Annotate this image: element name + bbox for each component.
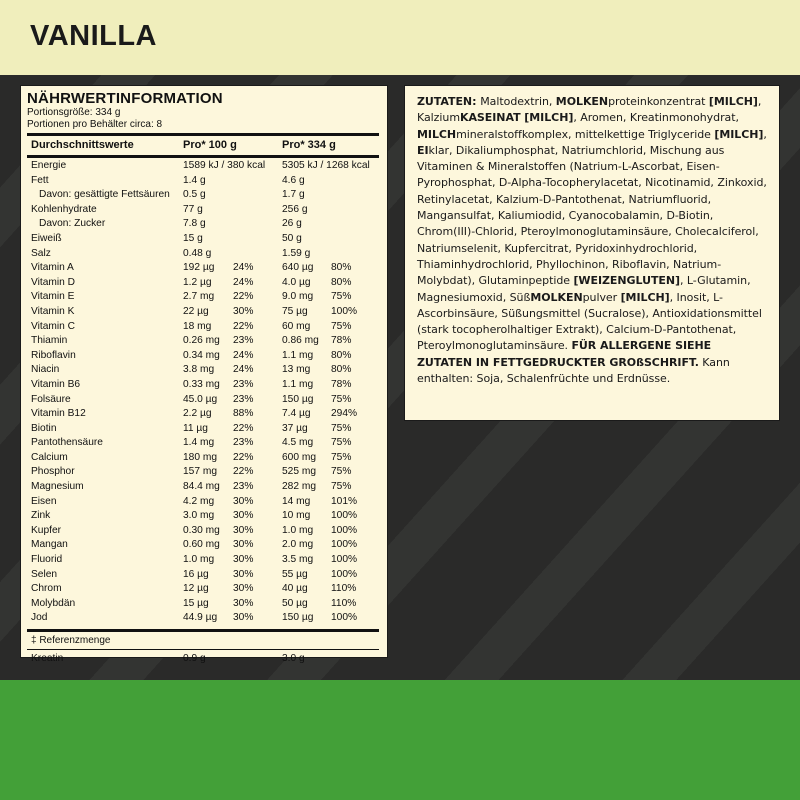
nutrient-row bbox=[27, 538, 379, 553]
value-per100: 0.30 mg bbox=[183, 524, 220, 536]
percent-per334: 101% bbox=[331, 495, 358, 507]
percent-per100: 22% bbox=[233, 451, 254, 463]
kreatin-per334: 3.0 g bbox=[282, 653, 305, 664]
value-per100: 1589 kJ / 380 kcal bbox=[183, 160, 266, 171]
nutrient-name: Vitamin A bbox=[31, 262, 74, 274]
nutrient-name: Vitamin D bbox=[31, 276, 75, 288]
value-per334: 4.5 mg bbox=[282, 437, 314, 449]
nutrient-row bbox=[27, 597, 379, 612]
percent-per334: 80% bbox=[331, 262, 352, 274]
nutrient-row bbox=[27, 174, 379, 189]
servings-per-container: Portionen pro Behälter circa: 8 bbox=[27, 119, 163, 130]
nutrient-name: Fluorid bbox=[31, 554, 63, 566]
percent-per334: 75% bbox=[331, 481, 352, 493]
percent-per334: 75% bbox=[331, 291, 352, 303]
ingredient-segment: mineralstoffkomplex, mittelkettige Triglyceride bbox=[456, 127, 715, 141]
value-per334: 26 g bbox=[282, 218, 302, 230]
value-per100: 1.2 µg bbox=[183, 276, 212, 288]
nutrient-row bbox=[27, 217, 379, 232]
value-per100: 2.7 mg bbox=[183, 291, 215, 303]
nutrient-row bbox=[27, 305, 379, 320]
ingredient-bold-segment: [MILCH] bbox=[708, 95, 758, 108]
footnote: ‡ Referenzmenge bbox=[31, 635, 111, 646]
percent-per334: 100% bbox=[331, 510, 358, 522]
nutrition-title: NÄHRWERTINFORMATION bbox=[27, 90, 223, 107]
value-per334: 50 g bbox=[282, 232, 302, 244]
ingredient-bold-segment: MOLKEN bbox=[530, 290, 583, 304]
percent-per334: 100% bbox=[331, 305, 358, 317]
value-per100: 15 µg bbox=[183, 597, 209, 609]
value-per100: 0.34 mg bbox=[183, 349, 220, 361]
value-per100: 22 µg bbox=[183, 305, 209, 317]
nutrition-content bbox=[27, 90, 379, 668]
nutrient-name: Eiweiß bbox=[31, 232, 62, 244]
value-per100: 0.5 g bbox=[183, 189, 206, 201]
nutrient-name: Vitamin E bbox=[31, 291, 75, 303]
value-per334: 9.0 mg bbox=[282, 291, 314, 303]
nutrient-row bbox=[27, 582, 379, 597]
value-per100: 180 mg bbox=[183, 451, 217, 463]
value-per100: 11 µg bbox=[183, 422, 208, 434]
percent-per334: 100% bbox=[331, 568, 358, 580]
value-per334: 282 mg bbox=[282, 481, 316, 493]
nutrient-name: Chrom bbox=[31, 583, 62, 595]
percent-per100: 88% bbox=[233, 408, 254, 420]
nutrient-row bbox=[27, 465, 379, 480]
ingredient-bold-segment: MOLKEN bbox=[555, 95, 609, 108]
nutrient-name: Molybdän bbox=[31, 597, 76, 609]
ingredient-bold-segment: [MILCH] bbox=[714, 127, 764, 141]
nutrient-name: Fett bbox=[31, 174, 49, 186]
percent-per334: 100% bbox=[331, 524, 358, 536]
percent-per334: 80% bbox=[331, 364, 352, 376]
ingredient-bold-segment: ZUTATEN: bbox=[417, 95, 481, 108]
ingredient-segment: proteinkonzentrat bbox=[608, 95, 709, 108]
header-per100: Pro* 100 g bbox=[183, 139, 237, 151]
nutrient-row bbox=[27, 203, 379, 218]
value-per100: 1.0 mg bbox=[183, 554, 215, 566]
kreatin-name: Kreatin bbox=[31, 653, 64, 664]
value-per100: 157 mg bbox=[183, 466, 217, 478]
value-per334: 150 µg bbox=[282, 612, 314, 624]
nutrient-row bbox=[27, 524, 379, 539]
nutrient-row bbox=[27, 159, 379, 174]
nutrient-row bbox=[27, 188, 379, 203]
ingredient-bold-segment: [MILCH] bbox=[620, 290, 670, 304]
ingredient-segment: , bbox=[763, 127, 767, 141]
nutrient-row bbox=[27, 568, 379, 583]
value-per334: 13 mg bbox=[282, 364, 311, 376]
nutrition-panel bbox=[20, 85, 388, 664]
nutrient-name: Vitamin B12 bbox=[31, 408, 86, 420]
nutrient-name: Vitamin B6 bbox=[31, 378, 81, 390]
percent-per334: 110% bbox=[331, 597, 357, 609]
percent-per334: 78% bbox=[331, 378, 352, 390]
nutrient-row bbox=[27, 393, 379, 408]
percent-per100: 22% bbox=[233, 291, 254, 303]
nutrient-row bbox=[27, 334, 379, 349]
nutrient-row bbox=[27, 363, 379, 378]
nutrient-row bbox=[27, 232, 379, 247]
percent-per100: 30% bbox=[233, 305, 254, 317]
value-per334: 75 µg bbox=[282, 305, 308, 317]
ingredient-segment: , Kalzium bbox=[417, 95, 762, 125]
percent-per100: 24% bbox=[233, 276, 254, 288]
kreatin-row bbox=[27, 650, 379, 668]
value-per334: 600 mg bbox=[282, 451, 316, 463]
ingredient-bold-segment: FÜR ALLERGENE SIEHE ZUTATEN IN FETTGEDRUCKTER GROßSCHRIFT. bbox=[417, 339, 712, 369]
nutrient-row bbox=[27, 247, 379, 262]
value-per100: 3.8 mg bbox=[183, 364, 215, 376]
nutrient-name: Phosphor bbox=[31, 466, 75, 478]
nutrient-row bbox=[27, 290, 379, 305]
percent-per100: 23% bbox=[233, 378, 254, 390]
value-per100: 45.0 µg bbox=[183, 393, 218, 405]
value-per334: 3.5 mg bbox=[282, 554, 314, 566]
ingredients-panel bbox=[404, 85, 780, 421]
value-per100: 0.48 g bbox=[183, 247, 212, 259]
bottom-green-band bbox=[0, 680, 800, 800]
percent-per334: 75% bbox=[331, 451, 352, 463]
percent-per334: 75% bbox=[331, 393, 352, 405]
percent-per334: 100% bbox=[331, 554, 358, 566]
serving-size: Portionsgröße: 334 g bbox=[27, 107, 121, 118]
percent-per100: 24% bbox=[233, 262, 254, 274]
value-per334: 4.6 g bbox=[282, 174, 305, 186]
percent-per100: 30% bbox=[233, 539, 254, 551]
ingredient-segment: , Aromen, Kreatinmonohydrat, bbox=[573, 111, 739, 125]
nutrient-name: Vitamin C bbox=[31, 320, 75, 332]
divider-thick bbox=[27, 155, 379, 158]
value-per334: 50 µg bbox=[282, 597, 308, 609]
nutrient-row bbox=[27, 553, 379, 568]
value-per334: 4.0 µg bbox=[282, 276, 311, 288]
percent-per100: 30% bbox=[233, 597, 254, 609]
value-per334: 55 µg bbox=[282, 568, 308, 580]
nutrient-row bbox=[27, 407, 379, 422]
kreatin-per100: 0.9 g bbox=[183, 653, 206, 664]
value-per334: 1.1 mg bbox=[282, 378, 314, 390]
value-per100: 18 mg bbox=[183, 320, 212, 332]
percent-per334: 75% bbox=[331, 466, 352, 478]
nutrient-row bbox=[27, 349, 379, 364]
value-per334: 7.4 µg bbox=[282, 408, 311, 420]
nutrient-name: Kupfer bbox=[31, 524, 62, 536]
flavor-title: VANILLA bbox=[30, 20, 158, 52]
nutrient-name: Vitamin K bbox=[31, 305, 75, 317]
nutrient-name: Jod bbox=[31, 612, 48, 624]
value-per334: 1.7 g bbox=[282, 189, 305, 201]
value-per334: 640 µg bbox=[282, 262, 314, 274]
percent-per100: 23% bbox=[233, 393, 254, 405]
percent-per100: 22% bbox=[233, 320, 254, 332]
nutrient-row bbox=[27, 261, 379, 276]
value-per334: 10 mg bbox=[282, 510, 311, 522]
percent-per334: 100% bbox=[331, 612, 358, 624]
nutrient-name: Kohlenhydrate bbox=[31, 203, 97, 215]
nutrient-row bbox=[27, 422, 379, 437]
nutrient-name: Davon: gesättigte Fettsäuren bbox=[39, 189, 170, 201]
percent-per334: 100% bbox=[331, 539, 358, 551]
percent-per334: 294% bbox=[331, 408, 358, 420]
value-per100: 15 g bbox=[183, 232, 203, 244]
value-per100: 7.8 g bbox=[183, 218, 206, 230]
ingredient-segment: Kann enthalten: Soja, Schalenfrüchte und Erdnüsse. bbox=[417, 355, 730, 386]
value-per100: 4.2 mg bbox=[183, 495, 215, 507]
nutrient-row bbox=[27, 611, 379, 626]
nutrient-name: Thiamin bbox=[31, 335, 68, 347]
nutrient-name: Energie bbox=[31, 160, 67, 171]
nutrient-row bbox=[27, 320, 379, 335]
percent-per100: 23% bbox=[233, 335, 254, 347]
percent-per100: 23% bbox=[233, 437, 254, 449]
value-per334: 150 µg bbox=[282, 393, 314, 405]
value-per100: 0.60 mg bbox=[183, 539, 220, 551]
value-per334: 37 µg bbox=[282, 422, 308, 434]
value-per334: 1.0 mg bbox=[282, 524, 314, 536]
ingredient-bold-segment: KASEINAT [MILCH] bbox=[459, 111, 574, 125]
nutrient-row bbox=[27, 480, 379, 495]
value-per100: 0.26 mg bbox=[183, 335, 220, 347]
nutrient-name: Magnesium bbox=[31, 481, 84, 493]
value-per334: 256 g bbox=[282, 203, 308, 215]
ingredient-segment: pulver bbox=[582, 290, 621, 304]
percent-per100: 30% bbox=[233, 583, 254, 595]
nutrient-table bbox=[27, 159, 379, 626]
percent-per334: 110% bbox=[331, 583, 357, 595]
value-per334: 5305 kJ / 1268 kcal bbox=[282, 160, 370, 171]
column-header bbox=[27, 136, 379, 155]
value-per100: 0.33 mg bbox=[183, 378, 220, 390]
value-per334: 40 µg bbox=[282, 583, 308, 595]
percent-per100: 30% bbox=[233, 510, 254, 522]
value-per334: 0.86 mg bbox=[282, 335, 319, 347]
percent-per100: 22% bbox=[233, 422, 254, 434]
nutrient-row bbox=[27, 276, 379, 291]
value-per334: 14 mg bbox=[282, 495, 311, 507]
value-per100: 3.0 mg bbox=[183, 510, 215, 522]
nutrient-name: Selen bbox=[31, 568, 58, 580]
percent-per334: 80% bbox=[331, 349, 352, 361]
nutrient-name: Zink bbox=[31, 510, 51, 522]
percent-per334: 75% bbox=[331, 320, 352, 332]
percent-per100: 30% bbox=[233, 612, 254, 624]
value-per100: 12 µg bbox=[183, 583, 209, 595]
percent-per100: 22% bbox=[233, 466, 254, 478]
nutrient-name: Mangan bbox=[31, 539, 68, 551]
nutrient-name: Calcium bbox=[31, 451, 68, 463]
value-per100: 77 g bbox=[183, 203, 203, 215]
value-per100: 2.2 µg bbox=[183, 408, 212, 420]
value-per100: 44.9 µg bbox=[183, 612, 218, 624]
nutrient-row bbox=[27, 378, 379, 393]
ingredient-bold-segment: MILCH bbox=[417, 127, 457, 141]
nutrient-name: Salz bbox=[31, 247, 51, 259]
nutrient-row bbox=[27, 509, 379, 524]
value-per334: 1.59 g bbox=[282, 247, 311, 259]
percent-per334: 78% bbox=[331, 335, 352, 347]
value-per334: 60 mg bbox=[282, 320, 311, 332]
nutrient-name: Niacin bbox=[31, 364, 60, 376]
value-per100: 16 µg bbox=[183, 568, 209, 580]
percent-per100: 30% bbox=[233, 495, 254, 507]
ingredient-segment: klar, Dikaliumphosphat, Natriumchlorid, Mischung aus Vitaminen & Mineralstoffen (Natrium-L-Ascorbat, Eisen-Pyrophosphat, D-Alpha-Tocopherylacetat, Nicotinamid, Zinkoxid, Retinylacetat, Kalzium-D-Pantothenat, Natriumfluorid, Mangansulfat, Kaliumiodid, Cyanocobalamin, D-Biotin, Chrom(III)-Chlorid, Pteroylmonoglutaminsäure, Cholecalciferol, Natriumselenit, Kupfercitrat, Pyridoxinhydrochlorid, Thiaminhydrochlorid, Phyllochinon, Riboflavin, Natrium-Molybdat), Glutaminpeptide bbox=[417, 143, 767, 288]
ingredient-segment: , L-Glutamin, Magnesiumoxid, Süß bbox=[417, 274, 751, 304]
percent-per100: 30% bbox=[233, 524, 254, 536]
ingredients-text bbox=[417, 94, 767, 387]
nutrient-row bbox=[27, 436, 379, 451]
percent-per100: 30% bbox=[233, 554, 254, 566]
ingredient-segment: Maltodextrin, bbox=[480, 95, 556, 108]
nutrient-name: Eisen bbox=[31, 495, 57, 507]
percent-per334: 75% bbox=[331, 422, 352, 434]
value-per100: 1.4 mg bbox=[183, 437, 215, 449]
header-per334: Pro* 334 g bbox=[282, 139, 336, 151]
percent-per334: 75% bbox=[331, 437, 352, 449]
value-per100: 84.4 mg bbox=[183, 481, 220, 493]
ingredient-segment: , Inosit, L-Ascorbinsäure, Süßungsmittel (Sucralose), Antioxidationsmittel (stark tocopherolhaltiger Extrakt), Calcium-D-Pantothenat, Pteroylmonoglutaminsäure. bbox=[417, 290, 762, 353]
value-per334: 1.1 mg bbox=[282, 349, 314, 361]
percent-per100: 24% bbox=[233, 349, 254, 361]
value-per100: 192 µg bbox=[183, 262, 215, 274]
nutrient-row bbox=[27, 451, 379, 466]
value-per100: 1.4 g bbox=[183, 174, 206, 186]
value-per334: 525 mg bbox=[282, 466, 316, 478]
nutrient-name: Pantothensäure bbox=[31, 437, 103, 449]
percent-per334: 80% bbox=[331, 276, 352, 288]
ingredient-bold-segment: EI bbox=[417, 143, 429, 157]
nutrient-name: Folsäure bbox=[31, 393, 71, 405]
ingredient-bold-segment: [WEIZENGLUTEN] bbox=[573, 274, 681, 288]
percent-per100: 23% bbox=[233, 481, 254, 493]
nutrient-name: Biotin bbox=[31, 422, 57, 434]
nutrient-row bbox=[27, 495, 379, 510]
percent-per100: 24% bbox=[233, 364, 254, 376]
nutrient-name: Riboflavin bbox=[31, 349, 76, 361]
value-per334: 2.0 mg bbox=[282, 539, 314, 551]
nutrient-name: Davon: Zucker bbox=[39, 218, 106, 230]
header-name: Durchschnittswerte bbox=[31, 139, 134, 151]
percent-per100: 30% bbox=[233, 568, 254, 580]
